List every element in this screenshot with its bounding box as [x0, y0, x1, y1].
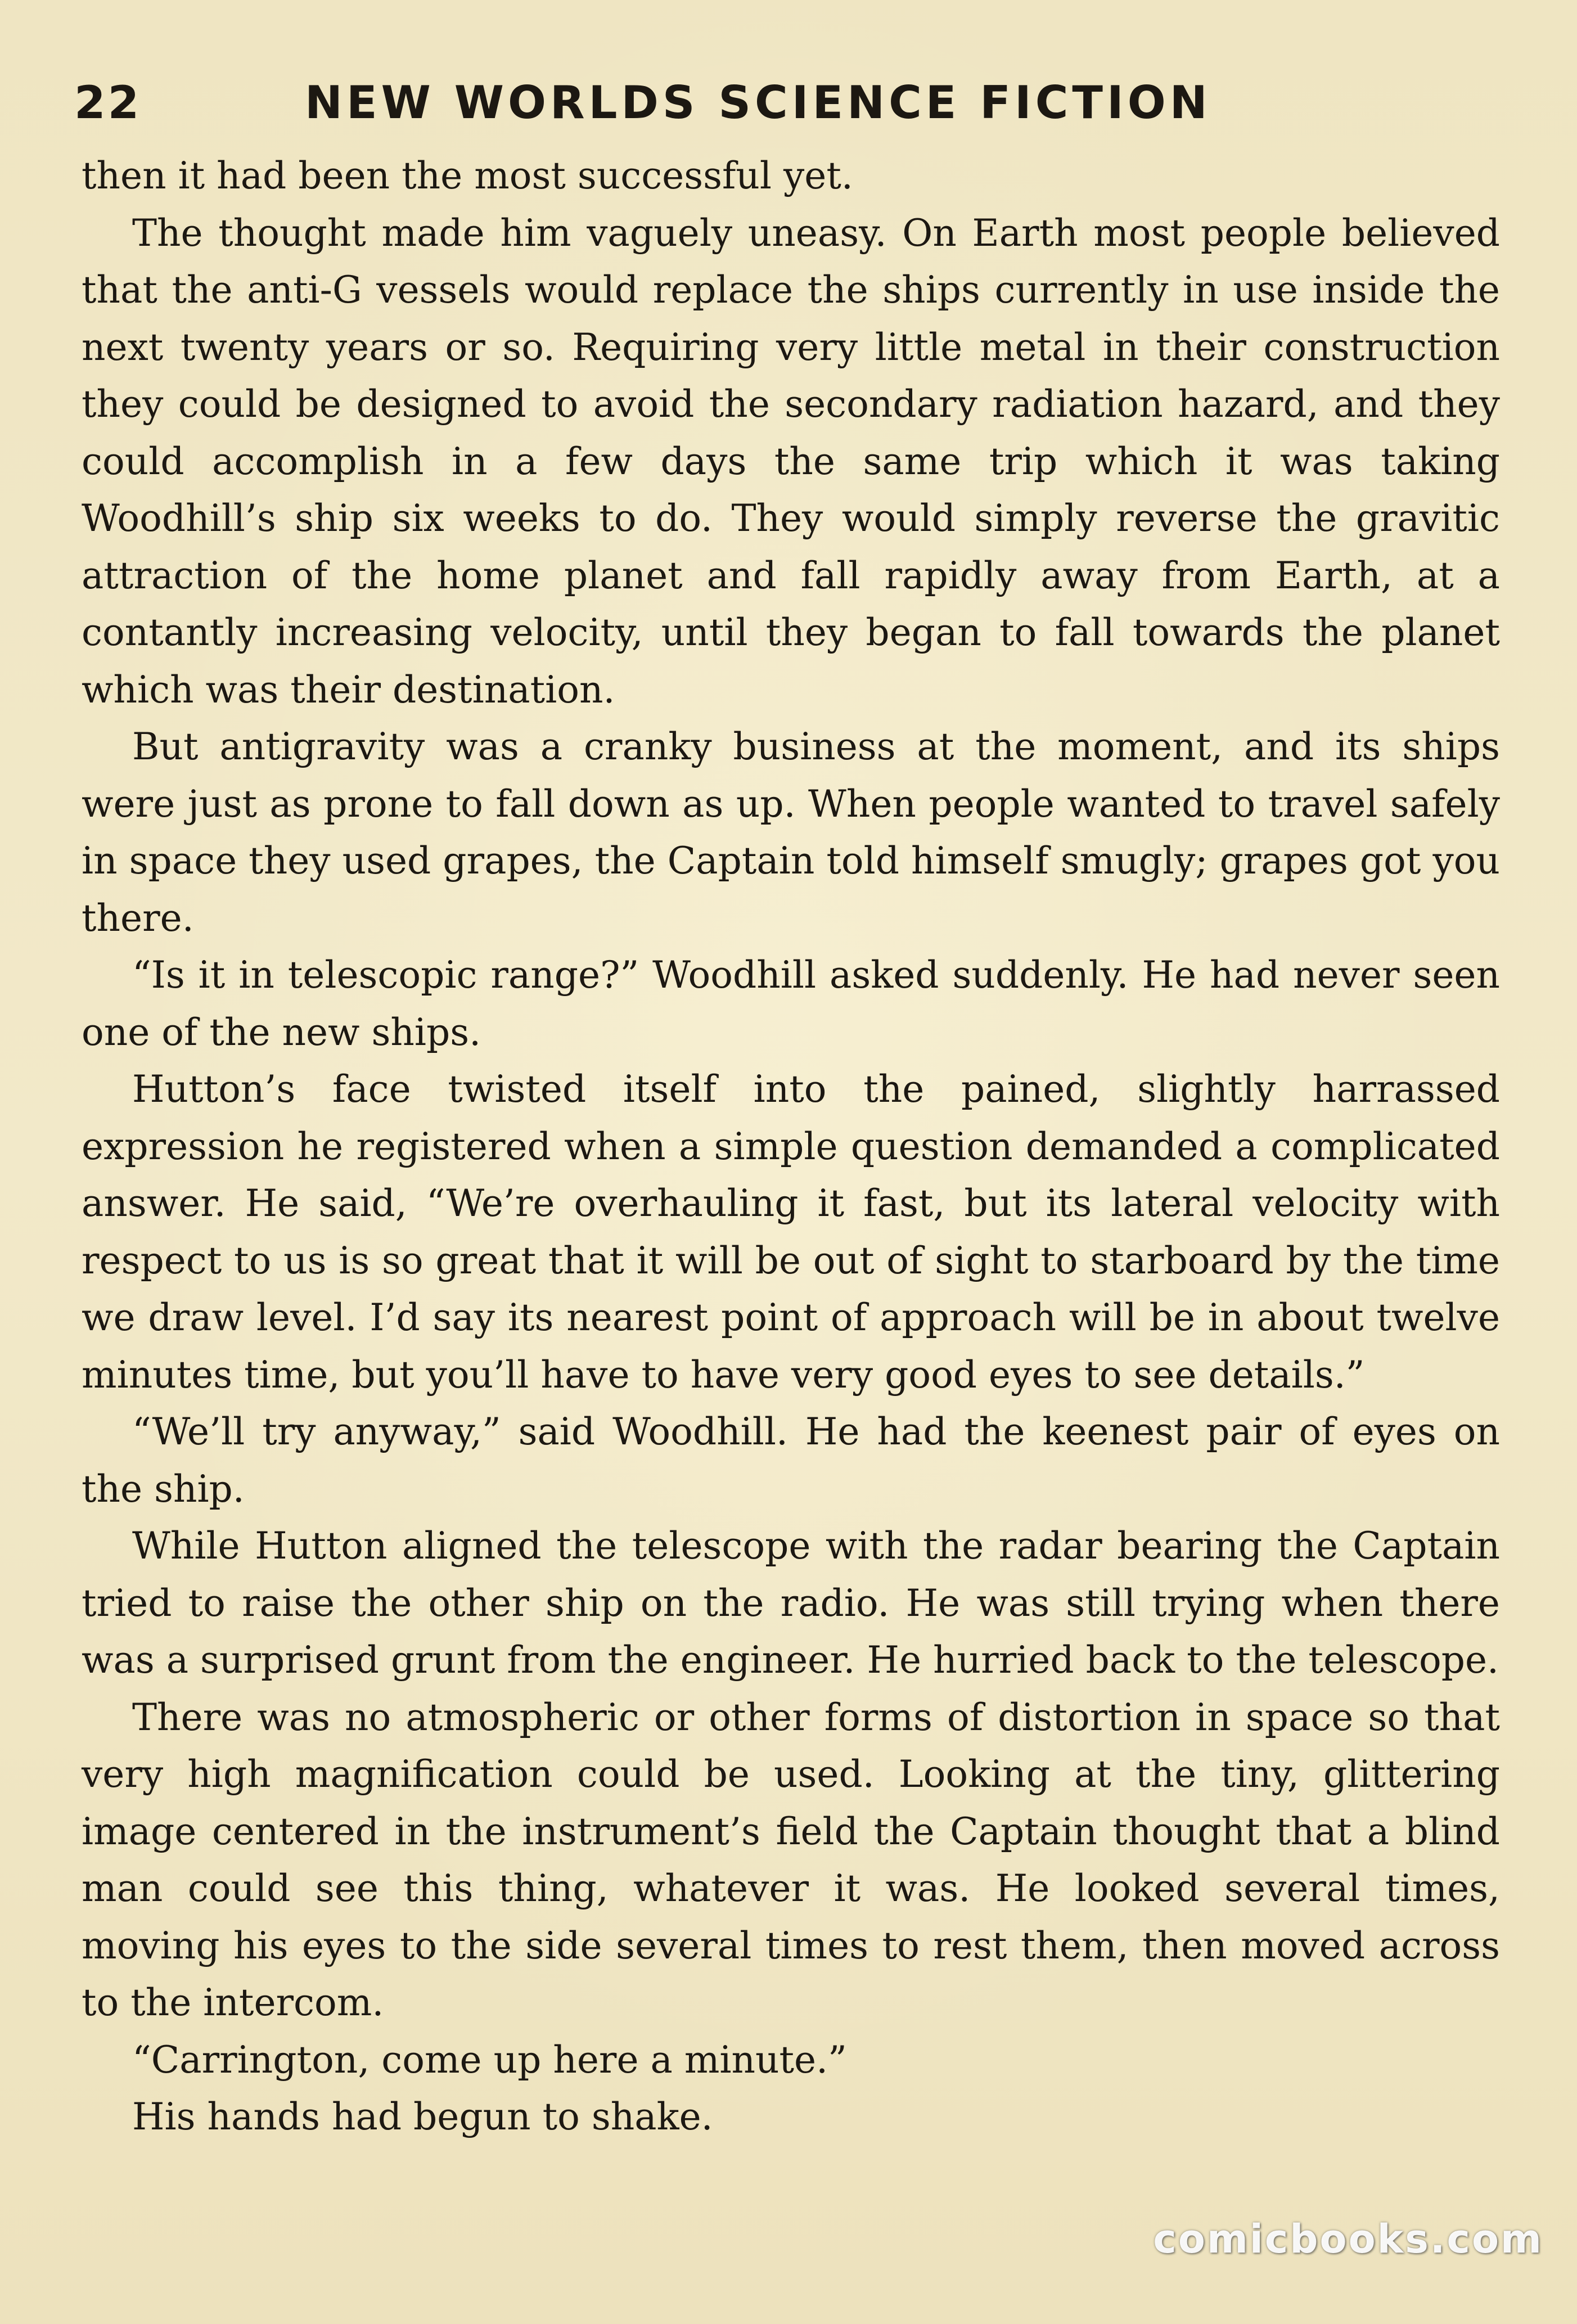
paragraph: “Is it in telescopic range?” Woodhill asked suddenly. He had never seen one of the new ships.	[82, 953, 1500, 1054]
paragraph: “Carrington, come up here a minute.”	[132, 2038, 847, 2082]
paragraph: While Hutton aligned the telescope with the radar bearing the Captain tried to raise the other ship on the radio. He was still trying when there was a surprised grunt from the engineer. He hurried back to the telescope.	[82, 1524, 1500, 1682]
page-header	[74, 72, 1503, 134]
paragraph: The thought made him vaguely uneasy. On Earth most people believed that the anti-G vessels would replace the ships currently in use inside the next twenty years or so. Requiring very little metal in their construction they could be designed to avoid the secondary radiation hazard, and they could accomplish in a few days the same trip which it was taking Woodhill’s ship six weeks to do. They would simply reverse the gravitic attraction of the home planet and fall rapidly away from Earth, at a contantly increasing velocity, until they began to fall towards the planet which was their destination.	[82, 211, 1500, 711]
paragraph: His hands had begun to shake.	[132, 2095, 713, 2138]
paragraph: There was no atmospheric or other forms of distortion in space so that very high magnification could be used. Looking at the tiny, glittering image centered in the instrument’s field the Captain thought that a blind man could see this thing, whatever it was. He looked several times, moving his eyes to the side several times to rest them, then moved across to the intercom.	[82, 1695, 1500, 2024]
paragraph: then it had been the most successful yet.	[82, 154, 853, 197]
running-head: NEW WORLDS SCIENCE FICTION	[305, 76, 1211, 129]
paragraph: “We’ll try anyway,” said Woodhill. He had the keenest pair of eyes on the ship.	[82, 1410, 1500, 1511]
page-number: 22	[74, 76, 142, 129]
paragraph: But antigravity was a cranky business at the moment, and its ships were just as prone to fall down as up. When people wanted to travel safely in space they used grapes, the Captain told himself smugly; grapes got you there.	[82, 725, 1500, 940]
site-watermark: comicbooks.com	[1153, 2216, 1543, 2262]
paragraph: Hutton’s face twisted itself into the pained, slightly harrassed expression he registered when a simple question demanded a complicated answer. He said, “We’re overhauling it fast, but its lateral velocity with respect to us is so great that it will be out of sight to starboard by the time we draw level. I’d say its nearest point of approach will be in about twelve minutes time, but you’ll have to have very good eyes to see details.”	[82, 1068, 1500, 1397]
story-text	[82, 147, 1500, 2146]
